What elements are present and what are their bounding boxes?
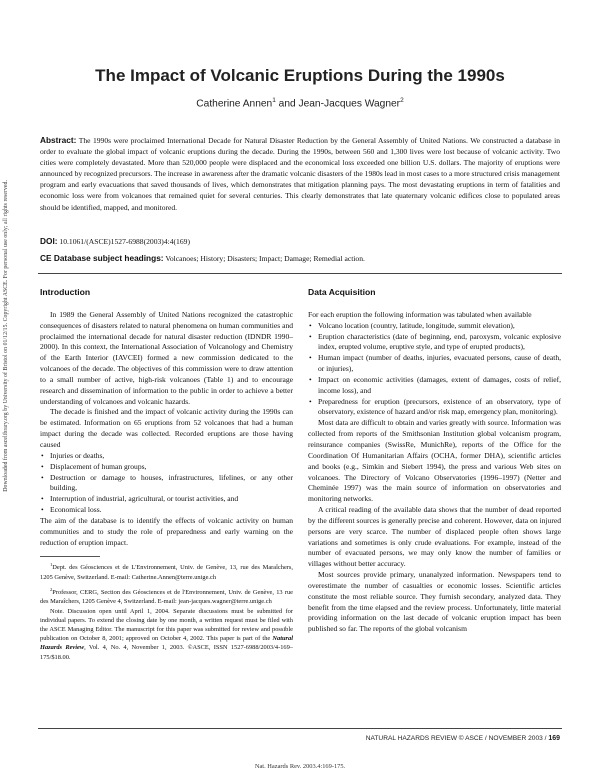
data-paragraph-3: A critical reading of the available data shows that the number of dead reported by the different sources is generally precise and coherent. However, data on injured persons are very scarce. The number of displaced people often shows large variations and sometimes is only crude evaluations. For example, instead of the number of evacuated persons, we may only know the number of families or villages without better accuracy. — [308, 505, 561, 569]
paper-title: The Impact of Volcanic Eruptions During the 1990s — [95, 66, 505, 85]
list-item: • Volcano location (country, latitude, longitude, summit elevation), — [318, 321, 561, 332]
list-item: • Displacement of human groups, — [50, 462, 293, 473]
list-item: • Preparedness for eruption (precursors, existence of an observatory, type of observatory, existence of hazard and/or risk map, emergency plan, monitoring). — [318, 397, 561, 419]
data-paragraph-1: For each eruption the following information was tabulated when available — [308, 309, 532, 319]
doi-label: DOI: — [40, 236, 58, 246]
list-item: • Destruction or damage to houses, infrastructures, lifelines, or any other building, — [50, 473, 293, 495]
right-column — [308, 287, 561, 635]
author-2-affil: 2 — [400, 97, 404, 104]
publication-note — [40, 607, 293, 662]
author-conjunction: and — [275, 98, 299, 110]
footer-rule — [38, 728, 562, 729]
footnote-1-text[interactable]: Dept. des Géosciences et de L'Environnement, Univ. de Genève, 13, rue des Maraîchers, 1205 Genève, Switzerland. E-mail: Catherine.Annen@terre.unige.ch — [40, 564, 293, 581]
footnote-1-mark: 1 — [50, 562, 53, 568]
footnote-2-mark: 2 — [50, 586, 53, 592]
footnote-2 — [40, 585, 293, 606]
list-item: • Economical loss. — [50, 505, 293, 516]
author-1: Catherine Annen — [196, 98, 273, 110]
note-text-b: , Vol. 4, No. 4, November 1, 2003. ©ASCE, ISSN 1527-6988/2003/4-169–175/$18.00. — [40, 644, 293, 661]
author-2: Jean-Jacques Wagner — [298, 98, 401, 110]
author-line — [0, 97, 600, 109]
abstract — [40, 135, 560, 213]
doi-line — [40, 236, 190, 246]
tabulated-info-list — [308, 321, 561, 419]
list-item: • Impact on economic activities (damages, extent of damages, costs of relief, income loss), and — [318, 375, 561, 397]
note-journal: Natural Hazards Review — [40, 635, 293, 652]
footnote-1 — [40, 560, 293, 581]
note-text-a: Note. Discussion open until April 1, 2004. Separate discussions must be submitted for individual papers. To extend the closing date by one month, a written request must be filed with the ASCE Managing Editor. The manuscript for this paper was submitted for review and possible publication on October 8, 2001; approved on October 4, 2002. This paper is part of the — [40, 608, 293, 643]
citation-line: Nat. Hazards Rev. 2003.4:169-175. — [254, 763, 346, 770]
header-rule — [38, 273, 562, 274]
subject-value: Volcanoes; History; Disasters; Impact; Damage; Remedial action. — [165, 254, 365, 263]
data-paragraph-2: Most data are difficult to obtain and varies greatly with source. Information was collected from reports of the Smithsonian Institution global volcanism program, reinsurance companies (SwissRe, MunichRe), reports of the Office for the Coordination Of Humanitarian Affairs (OCHA, former DHA), scientific articles and books (e.g., Simkin and Siebert 1994), the press and various Web sites on volcanoes. The Directory of Volcano Observatories (1996–1997) (Netter and Cheminée 1997) was the main source of information on observatories and monitoring networks. — [308, 418, 561, 504]
subject-label: CE Database subject headings: — [40, 253, 164, 263]
abstract-label: Abstract: — [40, 135, 77, 145]
list-item: • Interruption of industrial, agricultural, or tourist activities, and — [50, 494, 293, 505]
list-item: • Human impact (number of deaths, injuries, evacuated persons, cause of death, or injuries), — [318, 353, 561, 375]
impact-criteria-list — [40, 451, 293, 516]
doi-value[interactable]: 10.1061/(ASCE)1527-6988(2003)4:4(169) — [59, 237, 190, 246]
download-notice: Downloaded from ascelibrary.org by University of Bristol on 01/12/15. Copyright ASCE. For personal use only; all rights reserved. — [3, 180, 9, 492]
left-column — [40, 287, 293, 662]
page-number: 169 — [548, 735, 560, 742]
intro-paragraph-3: The aim of the database is to identify the effects of volcanic activity on human communities and to study the role of preparedness and early warning on the reduction of eruption impact. — [40, 515, 293, 547]
author-1-affil: 1 — [272, 97, 276, 104]
list-item: • Eruption characteristics (date of beginning, end, paroxysm, volcanic explosive index, erupted volume, eruptive style, and type of erupted products), — [318, 332, 561, 354]
intro-paragraph-1: In 1989 the General Assembly of United Nations recognized the catastrophic consequences of disasters related to natural phenomena on human communities and proclaimed the international decade for natural disaster reduction (IDNDR 1990–2000). In this context, the International Association of Volcanology and Chemistry of the Earth Interior (IAVCEI) formed a new commission dedicated to the volcanoes of the decade. The objectives of this commission were to draw attention to a small number of active, high-risk volcanoes (Table 1) and to encourage research and dissemination of information to the public in order to achieve a better understanding of volcanoes and volcanic hazards. — [40, 309, 293, 406]
abstract-text: The 1990s were proclaimed International Decade for Natural Disaster Reduction by the General Assembly of United Nations. We constructed a database in order to evaluate the global impact of volcanic eruptions during the decade. During the 1990s, between 560 and 1,300 lives were lost because of volcanic activity. Two cities were completely devastated. More than 520,000 people were displaced and the economical loss exceeded one billion U.S. dollars. The majority of eruptions were announced by recognized precursors. The increase in awareness after the dramatic volcanic disasters of the 1980s lead in most cases to a more structured crisis management program and early evacuations that saved thousands of lives, which demonstrates that mitigation planning pays. The most devastating eruptions in term of fatalities and economic loss were from volcanoes that remained quiet for several centuries. This clearly demonstrates that late quaternary volcanic edifices close to populated areas should be identified, mapped, and monitored. — [40, 136, 560, 212]
page-footer — [366, 735, 560, 742]
subject-headings — [40, 253, 365, 263]
introduction-heading: Introduction — [40, 287, 91, 297]
list-item: • Injuries or deaths, — [50, 451, 293, 462]
intro-paragraph-2: The decade is finished and the impact of volcanic activity during the 1990s can be estimated. Information on 65 eruptions from 52 volcanoes that had a human impact during the decade was collected. Recorded eruptions are those having caused — [40, 407, 293, 449]
footnote-rule — [40, 556, 100, 557]
data-paragraph-4: Most sources provide primary, unanalyzed information. Newspapers tend to overestimate the number of casualties or economic losses. Scientific articles constitute the most reliable source. They furnish secondary, analyzed data. They benefit from the time elapsed and the review process. Unfortunately, little material providing information on the last decade of volcanic eruption impact has been published so far. The reports of the global volcanism — [308, 570, 561, 634]
footer-text: NATURAL HAZARDS REVIEW © ASCE / NOVEMBER 2003 / — [365, 735, 549, 742]
footnote-2-text[interactable]: Professor, CERG, Section des Géosciences et de l'Environnement, Univ. de Genève, 13 rue des Maraîchers, 1205 Genève 4, Switzerland. E-mail: jean-jacques.wagner@terre.unige.ch — [40, 588, 293, 605]
data-acquisition-heading: Data Acquisition — [308, 287, 376, 297]
